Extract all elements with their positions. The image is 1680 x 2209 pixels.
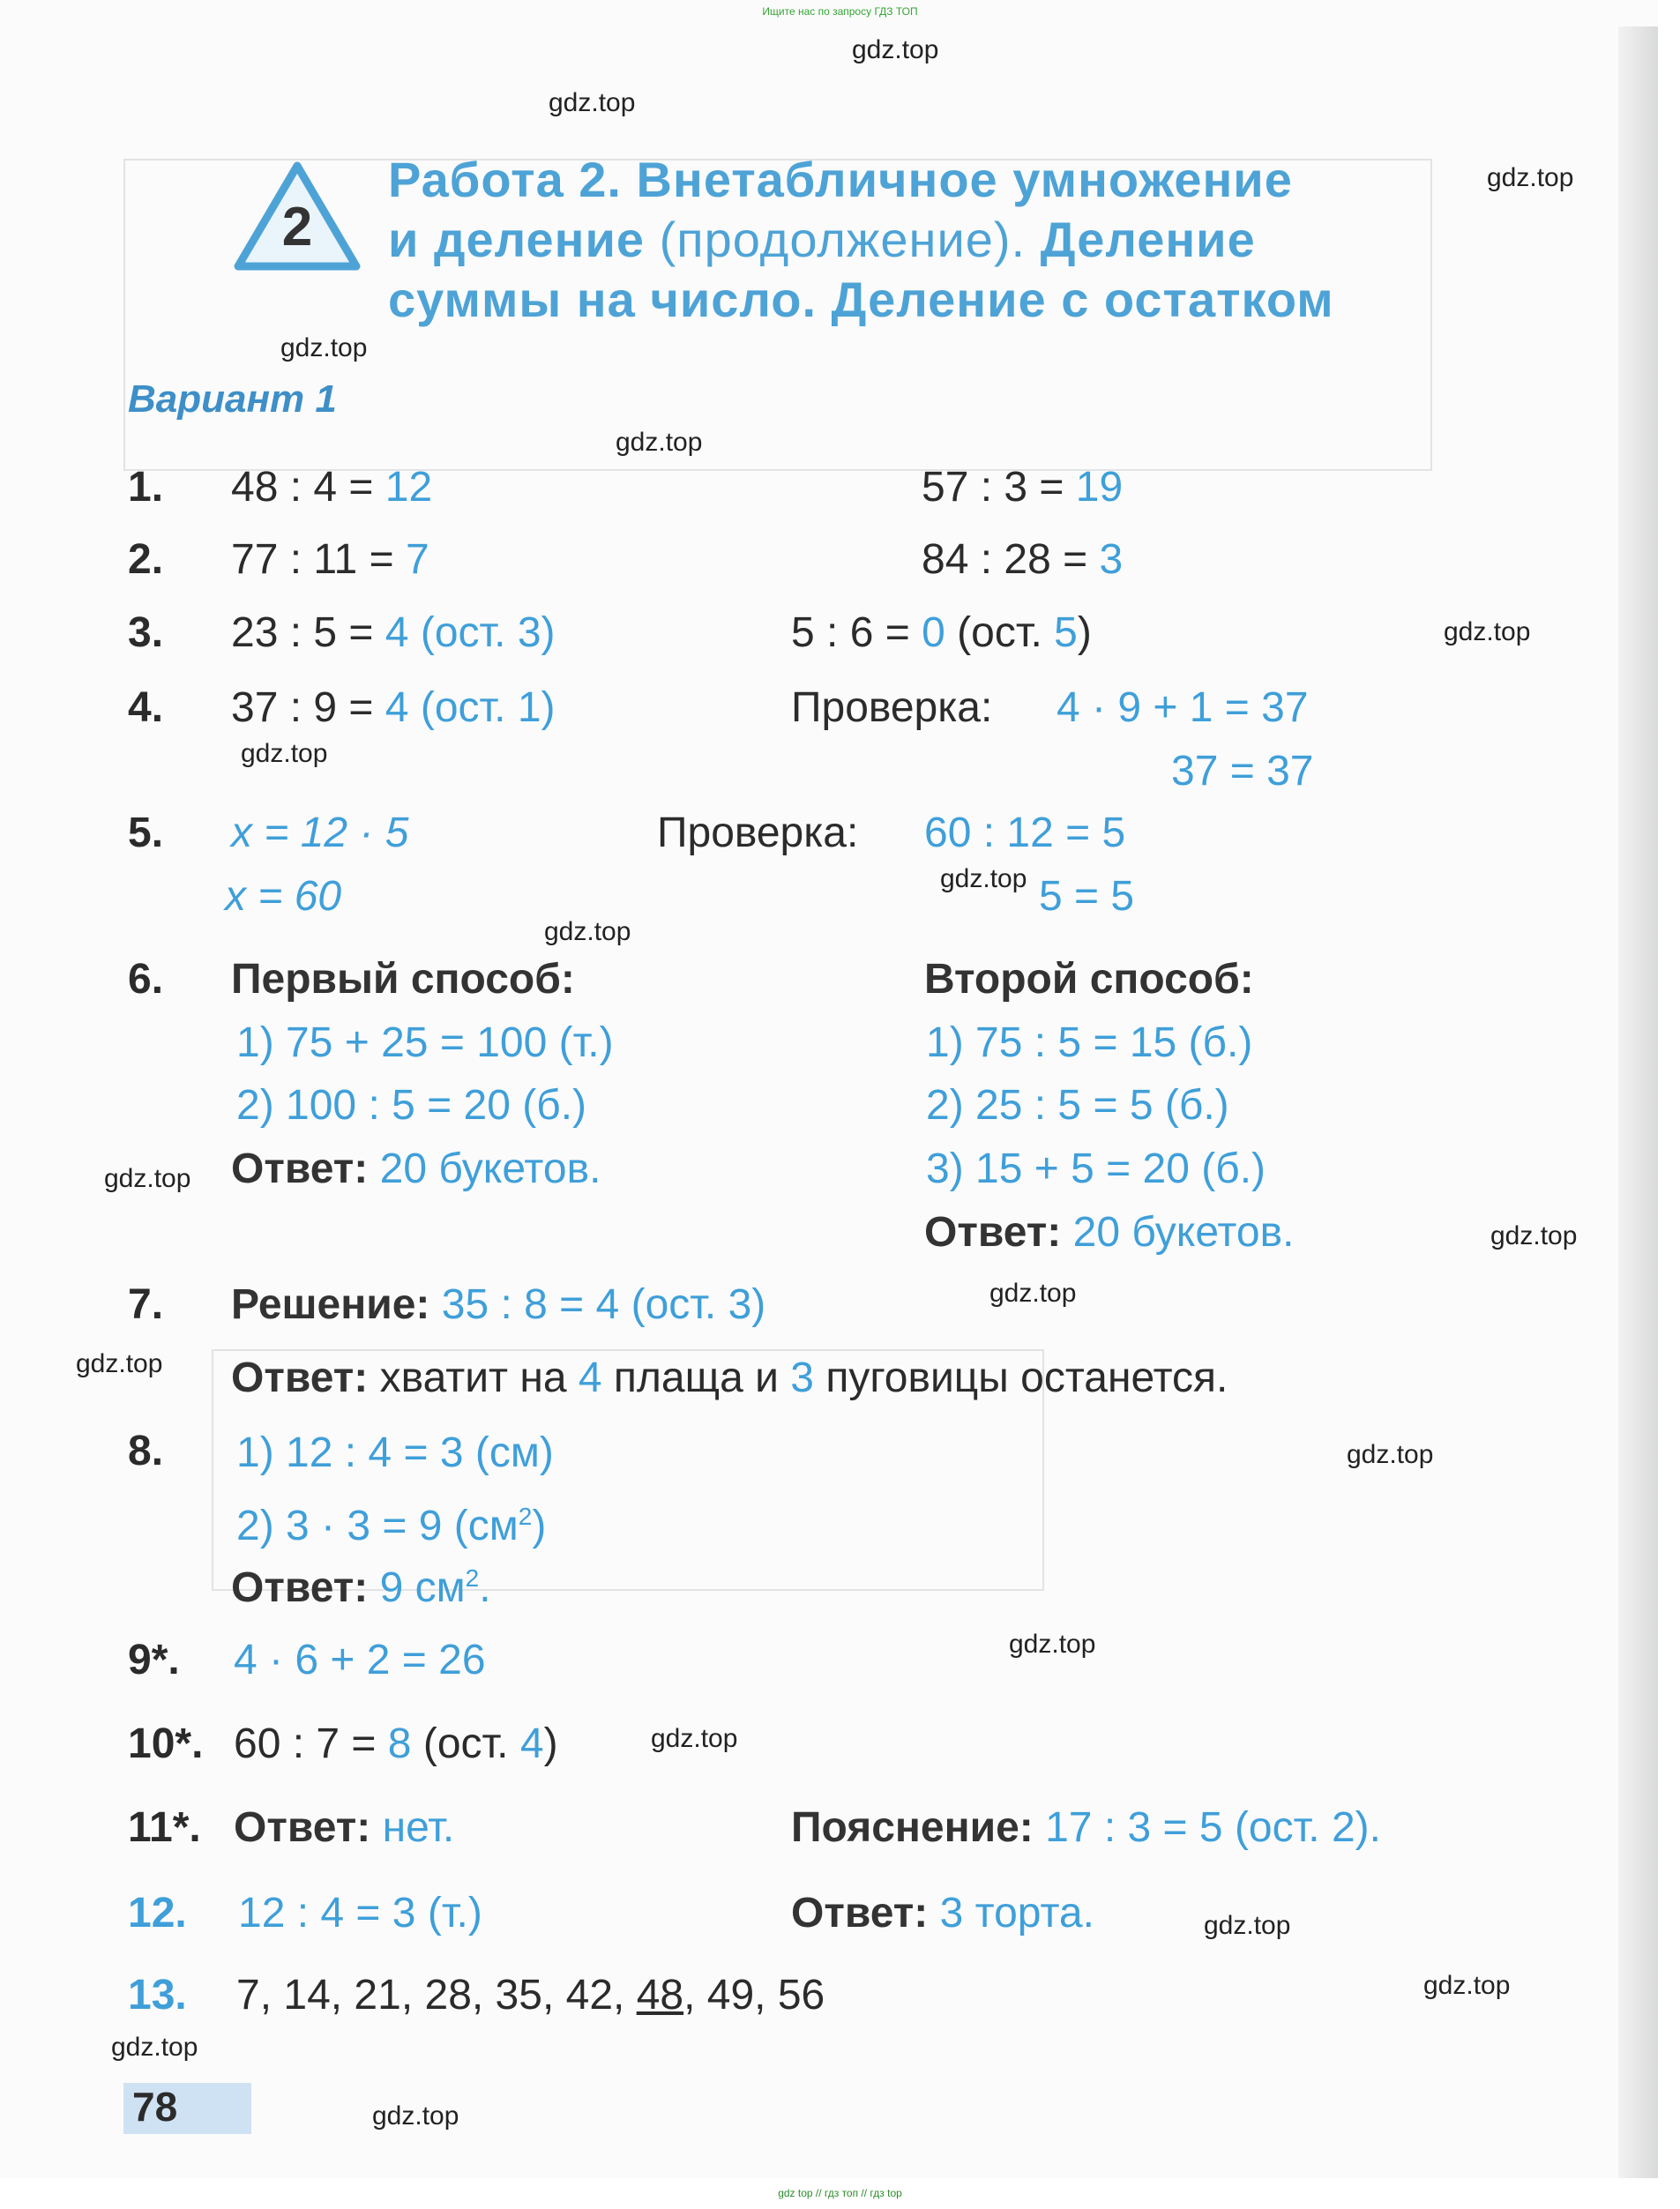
title-line-1: Работа 2. Внетабличное умножение — [388, 152, 1293, 207]
task-13-sequence: 7, 14, 21, 28, 35, 42, 48, 49, 56 — [236, 1972, 825, 2019]
watermark: gdz.top — [544, 917, 631, 946]
watermark: gdz.top — [549, 88, 636, 117]
task-12-number: 12. — [128, 1890, 187, 1937]
task-4-check-1: 4 · 9 + 1 = 37 — [1057, 684, 1309, 731]
watermark: gdz.top — [989, 1279, 1077, 1308]
watermark: gdz.top — [1490, 1221, 1578, 1250]
watermark: gdz.top — [1423, 1971, 1511, 2000]
task-3-left: 23 : 5 = 4 (ост. 3) — [231, 609, 556, 656]
task-3-number: 3. — [128, 609, 164, 656]
task-2-left: 77 : 11 = 7 — [231, 536, 429, 583]
task-4-check-2: 37 = 37 — [1171, 748, 1314, 795]
task-6-first-step-2: 2) 100 : 5 = 20 (б.) — [236, 1082, 587, 1129]
task-5-check-1: 60 : 12 = 5 — [924, 810, 1126, 856]
task-6-second-answer: Ответ: 20 букетов. — [924, 1209, 1295, 1256]
task-11-explanation: Пояснение: 17 : 3 = 5 (ост. 2). — [791, 1804, 1381, 1851]
task-4-number: 4. — [128, 684, 164, 731]
task-8-step-2: 2) 3 · 3 = 9 $(см^2)$ — [236, 1503, 547, 1549]
watermark: gdz.top — [940, 864, 1027, 893]
top-note: Ищите нас по запросу ГДЗ ТОП — [762, 5, 918, 18]
task-1-right: 57 : 3 = 19 — [922, 464, 1124, 511]
title-line-2: и деление (продолжение). Деление — [388, 212, 1256, 267]
task-9-number: 9*. — [128, 1637, 180, 1683]
task-6-second-step-3: 3) 15 + 5 = 20 (б.) — [926, 1146, 1266, 1192]
task-6-second-step-2: 2) 25 : 5 = 5 (б.) — [926, 1082, 1229, 1129]
watermark: gdz.top — [372, 2101, 459, 2131]
task-13-number: 13. — [128, 1972, 187, 2019]
watermark: gdz.top — [280, 333, 368, 362]
page-edge — [1618, 26, 1658, 2178]
task-1-left: 48 : 4 = 12 — [231, 464, 433, 511]
task-6-number: 6. — [128, 956, 164, 1003]
watermark: gdz.top — [1204, 1911, 1291, 1940]
task-8-number: 8. — [128, 1428, 164, 1474]
task-2-number: 2. — [128, 536, 164, 583]
watermark: gdz.top — [76, 1349, 163, 1378]
work-number-badge — [231, 159, 363, 273]
variant-heading: Вариант 1 — [128, 377, 337, 421]
title-line-3: суммы на число. Деление с остатком — [388, 272, 1334, 327]
watermark: gdz.top — [1009, 1630, 1096, 1659]
watermark: gdz.top — [1444, 617, 1531, 646]
task-2-right: 84 : 28 = 3 — [922, 536, 1124, 583]
task-10-number: 10*. — [128, 1720, 204, 1767]
task-6-first-answer: Ответ: 20 букетов. — [231, 1146, 601, 1192]
watermark: gdz.top — [651, 1724, 738, 1753]
task-6-second-label: Второй способ: — [924, 956, 1254, 1003]
watermark: gdz.top — [852, 35, 939, 64]
task-7-number: 7. — [128, 1281, 164, 1328]
badge-number: 2 — [281, 197, 313, 257]
watermark: gdz.top — [104, 1164, 191, 1193]
task-12-expression: 12 : 4 = 3 (т.) — [238, 1890, 482, 1937]
watermark: gdz.top — [616, 428, 703, 457]
bottom-note: gdz top // гдз топ // гдз top — [778, 2187, 902, 2199]
task-10-expression: 60 : 7 = 8 (ост. 4) — [234, 1720, 558, 1767]
task-11-number: 11*. — [128, 1804, 201, 1851]
task-7-answer: Ответ: хватит на 4 плаща и 3 пуговицы останется. — [231, 1355, 1228, 1401]
watermark: gdz.top — [241, 739, 328, 768]
task-1-number: 1. — [128, 464, 164, 511]
task-5-line-1: x = 12 · 5 — [231, 810, 409, 856]
page-number: 78 — [132, 2084, 178, 2130]
watermark: gdz.top — [111, 2033, 198, 2062]
task-6-first-label: Первый способ: — [231, 956, 575, 1003]
watermark: gdz.top — [1487, 163, 1574, 192]
task-11-answer: Ответ: нет. — [234, 1804, 455, 1851]
task-6-first-step-1: 1) 75 + 25 = 100 (т.) — [236, 1019, 614, 1066]
task-12-answer: Ответ: 3 торта. — [791, 1890, 1094, 1937]
task-8-step-1: 1) 12 : 4 = 3 (см) — [236, 1429, 554, 1476]
task-4-check-label: Проверка: — [791, 684, 993, 731]
task-5-line-2: x = 60 — [225, 873, 342, 920]
watermark: gdz.top — [1347, 1440, 1434, 1469]
task-4-left: 37 : 9 = 4 (ост. 1) — [231, 684, 556, 731]
task-6-second-step-1: 1) 75 : 5 = 15 (б.) — [926, 1019, 1253, 1066]
task-5-check-label: Проверка: — [657, 810, 859, 856]
task-9-expression: 4 · 6 + 2 = 26 — [234, 1637, 486, 1683]
page-title — [388, 150, 1534, 330]
task-5-number: 5. — [128, 810, 164, 856]
task-3-right: 5 : 6 = 0 (ост. 5) — [791, 609, 1092, 656]
task-8-answer: Ответ: 9 $см^2$. — [231, 1564, 491, 1611]
task-7-solution: Решение: 35 : 8 = 4 (ост. 3) — [231, 1281, 766, 1328]
task-5-check-2: 5 = 5 — [1039, 873, 1135, 920]
